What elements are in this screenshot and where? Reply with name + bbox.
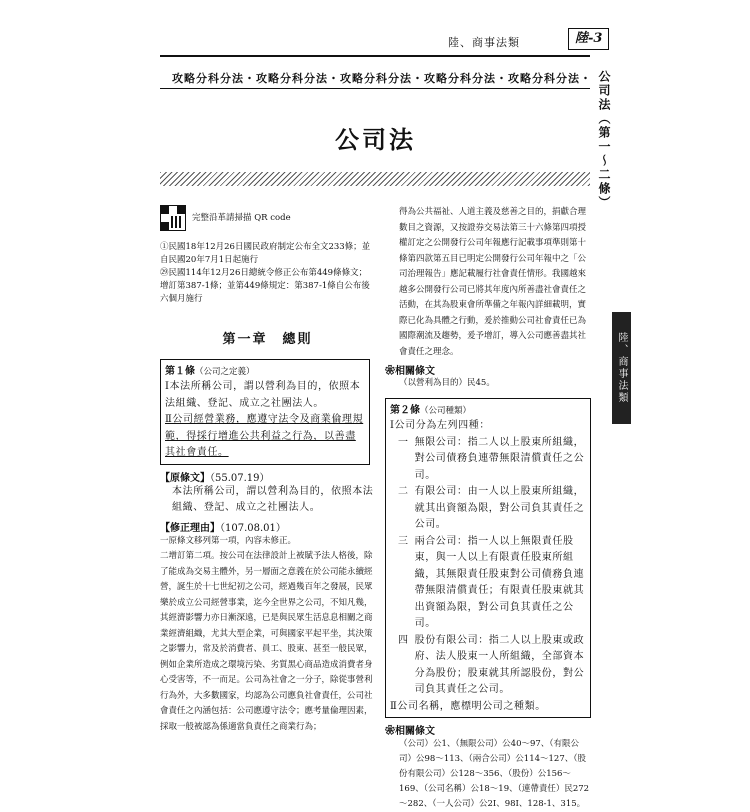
article-2-item-text: 有限公司：由一人以上股東所組織，就其出資額為限，對公司負其責任之公司。	[414, 486, 585, 530]
original-text-heading	[160, 469, 375, 484]
history-item: ①民國18年12月26日國民政府制定公布全文233條；並自民國20年7月1日起施行	[160, 242, 371, 265]
reason-label: 【修正理由】	[160, 522, 220, 534]
article-2-note: （公司種類）	[420, 406, 472, 416]
article-1-number: 第１條	[165, 366, 195, 377]
article-1-note: （公司之定義）	[195, 367, 255, 377]
page-number-tag: 陸-3	[568, 28, 609, 50]
article-2-item-number: 四	[398, 634, 409, 646]
reason-item: 一原條文移列第一項，內容未修正。	[160, 535, 297, 546]
article-2-item-number: 二	[398, 486, 409, 497]
article-2-item	[390, 534, 586, 633]
vertical-caption: 公司法（第一～二條）	[597, 70, 611, 210]
reason-item: 二增訂第二項。按公司在法律設計上被賦予法人格後，除了能成為交易主體外，另一層面之意義在於公司能永續經營，誕生於十七世紀初之公司，經過幾百年之發展，民眾樂於成立公司經營事業，迄今全世界之公司，不知凡幾，其經濟影響力亦日漸深遠，已是與民眾生活息息相關之商業經濟組織，尤其大型企業，可與國家平起平坐，其決策之影響力，常及於消費者、員工、股東、甚至一般民眾，例如企業所造成之環境污染、劣質黑心商品造成消費者身心受害等，不一而足。公司為社會之一分子，除從事營利行為外，大多數國家，均認為公司應負社會責任，公司社會責任之內涵包括：公司應遵守法令；應考量倫理因素，採取一般被認為係適當負責任之商業行為；	[160, 551, 373, 732]
original-date: （55.07.19）	[210, 472, 270, 484]
side-section-tab: 陸、商事法類	[612, 312, 631, 424]
article-2-item	[390, 484, 586, 534]
right-column	[385, 205, 590, 812]
title-decoration-band	[160, 172, 590, 186]
article-2-item-text: 兩合公司：指一人以上無限責任股東，與一人以上有限責任股東所組織，其無限責任股東對公司債務負連帶無限清償責任；有限責任股東就其出資額為限，對公司負其責任之公司。	[414, 535, 585, 629]
article-2-number: 第２條	[390, 405, 420, 416]
article-2-item-text: 股份有限公司：指二人以上股東或政府、法人股東一人所組織，全部資本分為股份；股東就其所認股份，對公司負其責任之公司。	[414, 634, 585, 695]
reason-heading	[160, 519, 375, 534]
article-1-box	[160, 359, 370, 465]
header-rule	[160, 55, 590, 57]
history-item: ㉙民國114年12月26日總統令修正公布第449條條文；增訂第387-1條；並第449條規定：第387-1條自公布後六個月施行	[160, 268, 370, 304]
qr-code-icon	[160, 205, 186, 231]
page-title: 公司法	[335, 125, 416, 154]
article-2-box	[385, 398, 591, 718]
article-1-para-1: Ⅰ本法所稱公司，謂以營利為目的，依照本法組織、登記、成立之社團法人。	[165, 381, 361, 409]
related-1-text: （以營利為目的）民45。	[399, 378, 495, 388]
original-text: 本法所稱公司，謂以營利為目的，依照本法組織、登記、成立之社團法人。	[172, 485, 374, 513]
reason-continued: 得為公共福祉、人道主義及慈善之目的，捐獻合理數目之資源，又按證券交易法第三十六條第四項授權訂定之公開發行公司年報應行記載事項準則第十條第四款第五目已明定公開發行公司年報中之「公司治理報告」應記載履行社會責任情形。我國越來越多公開發行公司已將其年度內所善盡社會責任之活動，在其為股東會所準備之年報內詳細載明，實際已化為具體之行動，爰於推動公司社會責任已為國際潮流及趨勢，爰予增訂，導入公司應善盡其社會責任之理念。	[399, 207, 587, 357]
article-1-para-2: Ⅱ公司經營業務，應遵守法令及商業倫理規範，得採行增進公共利益之行為，以善盡其社會責任。	[165, 414, 364, 458]
article-2-item-number: 三	[398, 535, 409, 547]
article-2-item	[390, 435, 586, 485]
motto-banner: 攻略分科分法・攻略分科分法・攻略分科分法・攻略分科分法・攻略分科分法・	[172, 72, 592, 85]
chapter-heading: 第一章 總則	[222, 332, 313, 347]
article-2-para-2: Ⅱ公司名稱，應標明公司之種類。	[390, 700, 546, 712]
article-2-item	[390, 633, 586, 699]
article-2-heading	[390, 401, 586, 418]
article-2-item-text: 無限公司：指二人以上股東所組織，對公司債務負連帶無限清償責任之公司。	[414, 436, 585, 481]
motto-rule	[160, 88, 590, 89]
related-2-text: （公司）公1、（無限公司）公40～97、（有限公司）公98～113、（兩合公司）公114～127、（股份有限公司）公128～356、（股份）公156～169、（公司名稱）公18～19、（連帶責任）民272～282、（一人公司）公2Ⅰ、98Ⅰ、128-1、315。	[399, 739, 590, 809]
article-1-heading	[165, 362, 365, 379]
related-2-label: ❀相關條文	[385, 726, 435, 737]
left-column	[160, 205, 375, 732]
qr-caption: 完整沿革請掃描 QR code	[192, 212, 291, 223]
running-header: 陸、商事法類	[448, 36, 520, 49]
article-2-intro: Ⅰ公司分為左列四種：	[390, 420, 490, 431]
article-2-item-number: 一	[398, 436, 409, 448]
reason-date: （107.08.01）	[220, 522, 286, 534]
original-label: 【原條文】	[160, 472, 210, 484]
related-1-label: ❀相關條文	[385, 366, 435, 377]
